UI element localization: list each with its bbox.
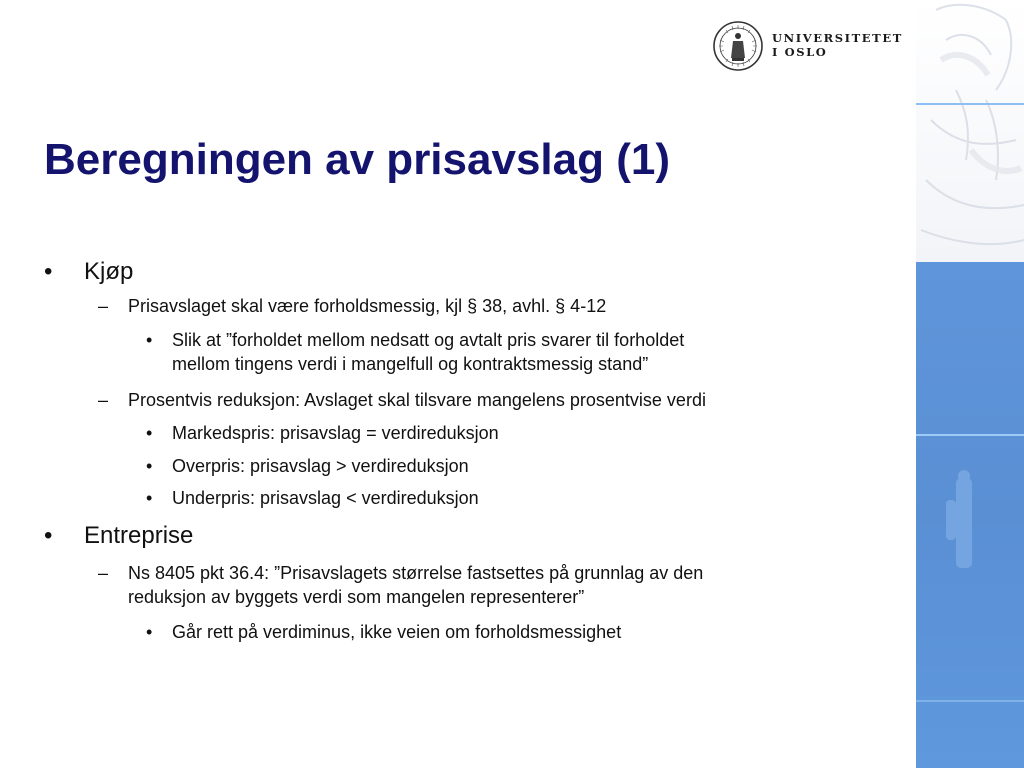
list-item-text: mellom tingens verdi i mangelfull og kontraktsmessig stand” [172, 354, 649, 374]
bullet-icon: • [146, 330, 153, 350]
list-item-text: Går rett på verdiminus, ikke veien om forholdsmessighet [172, 622, 622, 642]
list-item [146, 328, 685, 352]
dash-icon: – [98, 296, 109, 316]
list-item-text: Underpris: prisavslag < verdireduksjon [172, 488, 479, 508]
decorative-side-panel [916, 0, 1024, 768]
list-item [146, 486, 479, 510]
list-item [146, 454, 469, 478]
bullet-icon: • [146, 423, 153, 443]
list-item-text: Kjøp [84, 258, 134, 285]
list-item [44, 258, 134, 286]
list-item [146, 620, 622, 644]
dash-icon: – [98, 390, 109, 410]
list-item [98, 294, 607, 318]
slide-title: Beregningen av prisavslag (1) [44, 135, 670, 184]
bullet-icon: • [44, 522, 53, 549]
list-item-continuation [128, 585, 584, 609]
bullet-icon: • [146, 622, 153, 642]
logo-line-2: I OSLO [772, 45, 828, 59]
logo-line-1: UNIVERSITETET [772, 31, 903, 45]
bullet-icon: • [146, 488, 153, 508]
list-item-text: Entreprise [84, 522, 194, 549]
list-item-text: Slik at ”forholdet mellom nedsatt og avtalt pris svarer til forholdet [172, 330, 685, 350]
list-item [98, 561, 704, 585]
bullet-icon: • [44, 258, 53, 285]
list-item [98, 388, 706, 412]
list-item [44, 522, 194, 550]
list-item-text: Overpris: prisavslag > verdireduksjon [172, 456, 469, 476]
side-panel-graphic [916, 0, 1024, 768]
list-item-text: Markedspris: prisavslag = verdireduksjon [172, 423, 499, 443]
dash-icon: – [98, 563, 109, 583]
list-item-text: reduksjon av byggets verdi som mangelen representerer” [128, 587, 585, 607]
bullet-icon: • [146, 456, 153, 476]
list-item-text: Prisavslaget skal være forholdsmessig, kjl § 38, avhl. § 4-12 [128, 296, 607, 316]
list-item-text: Ns 8405 pkt 36.4: ”Prisavslagets størrelse fastsettes på grunnlag av den [128, 563, 704, 583]
list-item-text: Prosentvis reduksjon: Avslaget skal tilsvare mangelens prosentvise verdi [128, 390, 706, 410]
list-item [146, 421, 499, 445]
list-item-continuation [172, 352, 648, 376]
